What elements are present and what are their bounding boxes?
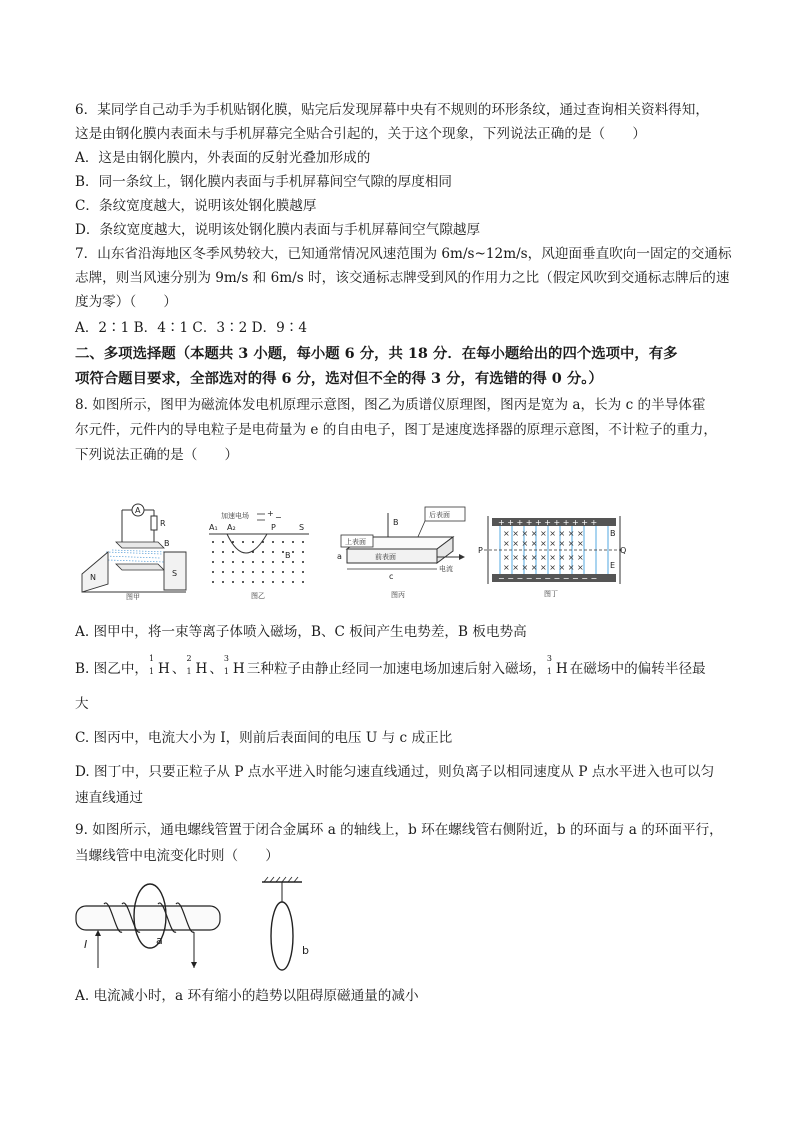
resistor-icon (151, 516, 157, 530)
q9-option-a: A. 电流减小时，a 环有缩小的趋势以阻碍原磁通量的减小 (75, 988, 419, 1004)
plus-label: + (267, 509, 274, 518)
nuclide-answer (546, 654, 568, 679)
length-c-label: c (389, 572, 394, 581)
svg-text:× × × × × × × × ×: × × × × × × × × × (503, 539, 584, 548)
pole-n-label: N (90, 573, 96, 582)
nuclide-h3-mass: 3 (223, 654, 230, 663)
svg-text:× × × × × × × × ×: × × × × × × × × × (503, 553, 584, 562)
ring-b-label: b (302, 944, 309, 957)
plate-c (116, 564, 164, 570)
svg-text:× × × × × × × × ×: × × × × × × × × × (503, 529, 584, 538)
figure-jia-caption: 图甲 (126, 593, 140, 600)
nuclide-answer-charge: 1 (546, 667, 552, 676)
q7-stem-line1: 7．山东省沿海地区冬季风势较大，已知通常情况风速范围为 6m/s~12m/s，风迎面垂直吹向一固定的交通标 (75, 246, 732, 262)
nuclide-answer-mass: 3 (546, 654, 552, 663)
figure-q9-solenoid (70, 876, 330, 976)
current-label: 电流 (439, 565, 453, 573)
q8-option-b-line2: 大 (75, 696, 89, 712)
q7-stem-line2: 志牌，则当风速分别为 9m/s 和 6m/s 时，该交通标志牌受到风的作用力之比（假定风吹到交通标志牌后的速 (75, 270, 730, 286)
plate-b (116, 542, 164, 548)
field-b-label: B (610, 529, 616, 538)
nuclide-h3-symbol: H (232, 661, 245, 677)
figure-ding-caption: 图丁 (544, 590, 558, 598)
magnet-n (82, 552, 108, 592)
nuclide-h2-charge: 1 (186, 667, 192, 676)
top-surface-label: 上表面 (345, 538, 366, 546)
solenoid-core (76, 906, 220, 930)
current-i-label: I (84, 938, 88, 951)
q8-option-b (75, 654, 706, 679)
pole-s-label: S (172, 569, 178, 578)
plasma-beam (104, 550, 166, 562)
front-surface-label: 前表面 (375, 553, 396, 561)
s-label: S (299, 523, 305, 532)
q6-stem-line2: 这是由钢化膜内表面未与手机屏幕完全贴合引起的，关于这个现象，下列说法正确的是（ ） (75, 126, 646, 142)
point-q-label: Q (620, 546, 627, 555)
ion-trajectory (227, 534, 267, 553)
plate-b-label: B (164, 539, 170, 548)
q6-option-d: D．条纹宽度越大，说明该处钢化膜内表面与手机屏幕间空气隙越厚 (75, 222, 481, 238)
nuclide-sep: 、 (171, 661, 186, 677)
a1-label: A₁ (209, 523, 218, 532)
q6-option-c: C．条纹宽度越大，说明该处钢化膜越厚 (75, 198, 317, 214)
svg-text:− − − − − − − − − − −: − − − − − − − − − − − (498, 574, 598, 583)
figure-ding-velocity-selector (478, 512, 628, 600)
minus-label: − (275, 513, 282, 522)
section2-heading-line2: 项符合题目要求，全部选对的得 6 分，选对但不全的得 3 分，有选错的得 0 分。） (75, 370, 603, 387)
q6-option-a: A．这是由钢化膜内，外表面的反射光叠加形成的 (75, 150, 371, 166)
field-b-label: B (285, 551, 291, 560)
resistor-label: R (160, 519, 166, 528)
nuclide-h2-mass: 2 (186, 654, 192, 663)
figure-bing-caption: 图丙 (391, 591, 405, 599)
point-p-label: P (478, 546, 483, 555)
nuclide-h3-charge: 1 (223, 667, 230, 676)
field-e-label: E (610, 561, 616, 570)
figure-jia-mhd-generator (78, 492, 190, 600)
q6-stem-line1: 6．某同学自己动手为手机贴钢化膜，贴完后发现屏幕中央有不规则的环形条纹，通过查询相关资料得知， (75, 102, 709, 118)
svg-text:× × × × × × × × ×: × × × × × × × × × (503, 563, 584, 572)
nuclide-answer-symbol: H (555, 661, 568, 677)
q8-option-c: C. 图丙中，电流大小为 I，则前后表面间的电压 U 与 c 成正比 (75, 730, 453, 746)
ring-b (271, 902, 293, 970)
q8-option-d-line2: 速直线通过 (75, 790, 143, 806)
q8-stem-line2: 尔元件，元件内的导电粒子是电荷量为 e 的自由电子，图丁是速度选择器的原理示意图，不计粒子的重力， (75, 422, 717, 438)
nuclide-h2-symbol: H (195, 661, 208, 677)
nuclide-sep: 、 (209, 661, 223, 677)
q8-option-b-suffix: 在磁场中的偏转半径最 (569, 661, 706, 677)
q8-option-a: A. 图甲中，将一束等离子体喷入磁场，B、C 板间产生电势差，B 板电势高 (75, 624, 527, 640)
q8-stem-line3: 下列说法正确的是（ ） (75, 447, 239, 463)
q9-stem-line1: 9. 如图所示，通电螺线管置于闭合金属环 a 的轴线上，b 环在螺线管右侧附近，b 的环面与 a 的环面平行， (75, 822, 723, 838)
figure-yi-caption: 图乙 (251, 592, 265, 600)
q7-stem-line3: 度为零）（ ） (75, 294, 177, 310)
nuclide-h1 (149, 654, 170, 679)
figure-yi-mass-spectrometer (205, 508, 315, 600)
q8-option-d-line1: D. 图丁中，只要正粒子从 P 点水平进入时能匀速直线通过，则负离子以相同速度从 P 点水平进入也可以匀 (75, 764, 715, 780)
section2-heading-line1: 二、多项选择题（本题共 3 小题，每小题 6 分，共 18 分．在每小题给出的四个选项中，有多 (75, 345, 678, 362)
q9-stem-line2: 当螺线管中电流变化时则（ ） (75, 848, 279, 864)
ring-a-label: a (156, 934, 163, 947)
figure-bing-hall-element (333, 505, 473, 600)
q8-stem-line1: 8. 如图所示，图甲为磁流体发电机原理示意图，图乙为质谱仪原理图，图丙是宽为 a，长为 c 的半导体霍 (75, 397, 706, 413)
ammeter-label: A (135, 506, 141, 515)
magnetic-field-dots (212, 541, 304, 583)
width-a-label: a (337, 552, 342, 561)
q8-option-b-prefix: B. 图乙中， (75, 661, 149, 677)
p-label: P (271, 523, 276, 532)
acceleration-field-label: 加速电场 (221, 512, 249, 520)
nuclide-h1-symbol: H (158, 661, 170, 677)
nuclide-h1-charge: 1 (149, 667, 155, 676)
q7-options: A．2∶1 B．4∶1 C．3∶2 D．9∶4 (75, 320, 308, 336)
nuclide-h1-mass: 1 (149, 654, 155, 663)
field-b-label: B (393, 518, 399, 527)
nuclide-h2 (186, 654, 208, 679)
q8-option-b-middle: 三种粒子由静止经同一加速电场加速后射入磁场， (246, 661, 546, 677)
a2-label: A₂ (227, 523, 236, 532)
svg-text:+ + + + + + + + + + +: + + + + + + + + + + + (498, 518, 598, 527)
q6-option-b: B．同一条纹上，钢化膜内表面与手机屏幕间空气隙的厚度相同 (75, 174, 453, 190)
nuclide-h3 (223, 654, 245, 679)
back-surface-label: 后表面 (429, 511, 450, 519)
